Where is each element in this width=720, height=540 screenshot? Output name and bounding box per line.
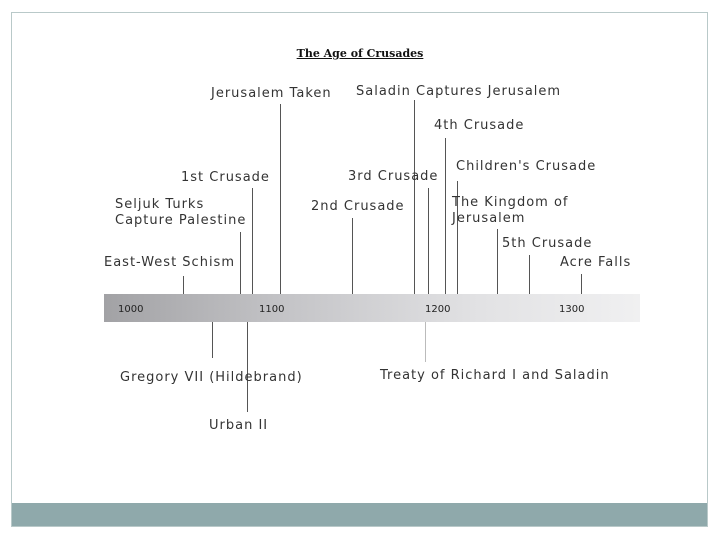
event-gregory-vii: Gregory VII (Hildebrand) — [120, 370, 303, 385]
connector-treaty — [425, 322, 426, 362]
event-2nd-crusade: 2nd Crusade — [311, 199, 405, 214]
event-kingdom-of-jerusalem: The Kingdom of Jerusalem — [452, 195, 569, 226]
connector-kingdom-of-jerusalem — [497, 229, 498, 294]
connector-seljuk-turks — [240, 232, 241, 294]
event-3rd-crusade: 3rd Crusade — [348, 169, 439, 184]
tick-1000: 1000 — [118, 304, 144, 315]
connector-3rd-crusade — [428, 188, 429, 294]
event-1st-crusade: 1st Crusade — [181, 170, 270, 185]
connector-east-west-schism — [183, 276, 184, 294]
connector-gregory-vii — [212, 322, 213, 358]
connector-urban-ii — [247, 322, 248, 412]
event-childrens-crusade: Children's Crusade — [456, 159, 597, 174]
event-5th-crusade: 5th Crusade — [502, 236, 593, 251]
connector-4th-crusade — [445, 138, 446, 294]
event-east-west-schism: East-West Schism — [104, 255, 235, 270]
event-acre-falls: Acre Falls — [560, 255, 632, 270]
footer-band — [12, 503, 707, 526]
connector-2nd-crusade — [352, 218, 353, 294]
event-saladin-captures: Saladin Captures Jerusalem — [356, 84, 562, 99]
tick-1200: 1200 — [425, 304, 451, 315]
tick-1300: 1300 — [559, 304, 585, 315]
connector-acre-falls — [581, 274, 582, 294]
event-urban-ii: Urban II — [209, 418, 269, 433]
connector-jerusalem-taken — [280, 104, 281, 294]
connector-5th-crusade — [529, 255, 530, 294]
connector-saladin-captures — [414, 100, 415, 294]
tick-1100: 1100 — [259, 304, 285, 315]
event-treaty: Treaty of Richard I and Saladin — [380, 368, 610, 383]
event-4th-crusade: 4th Crusade — [434, 118, 525, 133]
connector-1st-crusade — [252, 188, 253, 294]
event-jerusalem-taken: Jerusalem Taken — [211, 86, 332, 101]
event-seljuk-turks: Seljuk Turks Capture Palestine — [115, 197, 247, 228]
diagram-title: The Age of Crusades — [296, 47, 424, 60]
